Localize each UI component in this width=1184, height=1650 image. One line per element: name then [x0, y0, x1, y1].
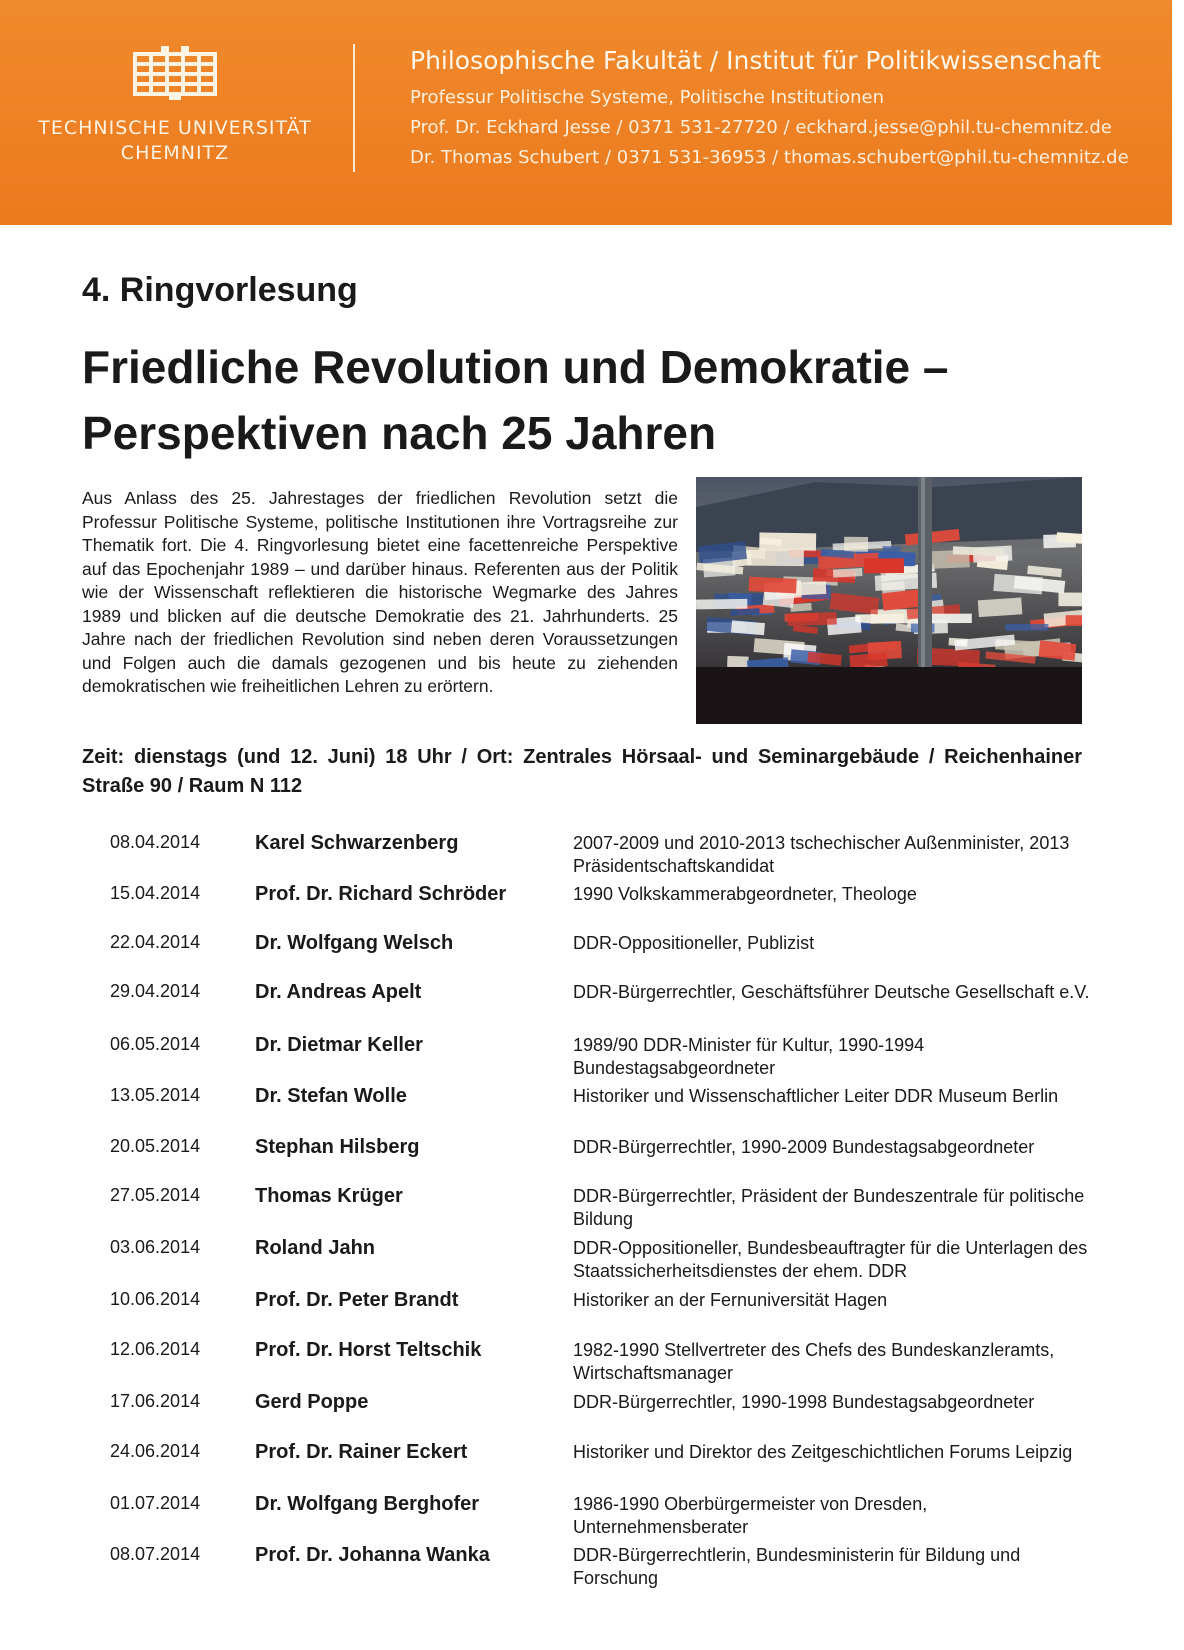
page-title [82, 334, 1082, 466]
schedule-date: 15.04.2014 [110, 883, 201, 903]
faculty-name: Philosophische Fakultät / Institut für Politikwissenschaft [410, 46, 1101, 75]
schedule-date: 08.04.2014 [110, 832, 201, 852]
schedule-speaker: Gerd Poppe [255, 1391, 369, 1413]
title-line-1: Friedliche Revolution und Demokratie – [82, 341, 949, 393]
schedule-speaker: Dr. Stefan Wolle [255, 1085, 407, 1107]
schedule-date: 27.05.2014 [110, 1185, 201, 1205]
professorship-name: Professur Politische Systeme, Politische Institutionen [410, 87, 885, 108]
schedule-date: 06.05.2014 [110, 1034, 201, 1054]
schedule-speaker: Prof. Dr. Peter Brandt [255, 1289, 459, 1311]
schedule-speaker: Thomas Krüger [255, 1185, 403, 1207]
schedule-date: 12.06.2014 [110, 1339, 201, 1359]
schedule-role: 2007-2009 und 2010-2013 tschechischer Außenminister, 2013 Präsidentschaftskandidat [573, 833, 1070, 876]
header-divider [353, 44, 355, 172]
schedule-date: 20.05.2014 [110, 1136, 201, 1156]
schedule-role: 1982-1990 Stellvertreter des Chefs des Bundeskanzleramts, Wirtschaftsmanager [573, 1340, 1055, 1383]
schedule-date: 08.07.2014 [110, 1544, 201, 1564]
schedule-date: 29.04.2014 [110, 981, 201, 1001]
schedule-role: Historiker und Wissenschaftlicher Leiter DDR Museum Berlin [573, 1086, 1059, 1106]
tu-chemnitz-logo-icon [131, 44, 219, 102]
schedule-date: 03.06.2014 [110, 1237, 201, 1257]
schedule-date: 01.07.2014 [110, 1493, 201, 1513]
header-banner [0, 0, 1172, 225]
demonstration-photo [696, 477, 1082, 724]
schedule-role: DDR-Oppositioneller, Publizist [573, 933, 815, 953]
schedule-role: DDR-Bürgerrechtlerin, Bundesministerin für Bildung und Forschung [573, 1545, 1021, 1588]
intro-paragraph: Aus Anlass des 25. Jahrestages der friedlichen Revolution setzt die Professur Politische Systeme, politische Institutionen ihre Vortragsreihe zur Thematik fort. Die 4. Ringvorlesung bietet eine facettenreiche Perspektive auf das Epochenjahr 1989 – und darüber hinaus. Referenten aus der Politik wie der Wissenschaft reflektieren die historische Wegmarke des Jahres 1989 und blicken auf die deutsche Demokratie des 21. Jahrhunderts. 25 Jahre nach der friedlichen Revolution sind neben deren Voraussetzungen und Folgen auch die damals gezogenen und bis heute zu ziehenden demokratischen wie freiheitlichen Lehren zu erörtern. [82, 488, 678, 696]
schedule-speaker: Roland Jahn [255, 1237, 376, 1259]
schedule-role: DDR-Bürgerrechtler, Präsident der Bundeszentrale für politische Bildung [573, 1186, 1085, 1229]
schedule-role: DDR-Bürgerrechtler, 1990-2009 Bundestagsabgeordneter [573, 1137, 1035, 1157]
schedule-speaker: Dr. Wolfgang Welsch [255, 932, 454, 954]
university-logo [30, 44, 320, 166]
lecture-series-label: 4. Ringvorlesung [82, 271, 358, 309]
schedule-speaker: Prof. Dr. Horst Teltschik [255, 1339, 482, 1361]
schedule-role: Historiker und Direktor des Zeitgeschichtlichen Forums Leipzig [573, 1442, 1073, 1462]
schedule-speaker: Prof. Dr. Richard Schröder [255, 883, 507, 905]
schedule-role: Historiker an der Fernuniversität Hagen [573, 1290, 888, 1310]
schedule-speaker: Dr. Dietmar Keller [255, 1034, 423, 1056]
schedule-role: DDR-Bürgerrechtler, 1990-1998 Bundestagsabgeordneter [573, 1392, 1035, 1412]
schedule-speaker: Dr. Wolfgang Berghofer [255, 1493, 480, 1515]
university-name-line1: TECHNISCHE UNIVERSITÄT [38, 117, 312, 139]
schedule-date: 17.06.2014 [110, 1391, 201, 1411]
schedule-date: 22.04.2014 [110, 932, 201, 952]
faculty-block [410, 46, 1170, 173]
schedule-speaker: Prof. Dr. Johanna Wanka [255, 1544, 490, 1566]
title-line-2: Perspektiven nach 25 Jahren [82, 407, 717, 459]
contact-schubert: Dr. Thomas Schubert / 0371 531-36953 / thomas.schubert@phil.tu-chemnitz.de [410, 147, 1129, 168]
schedule-speaker: Dr. Andreas Apelt [255, 981, 422, 1003]
schedule-role: 1989/90 DDR-Minister für Kultur, 1990-1994 Bundestagsabgeordneter [573, 1035, 925, 1078]
schedule-date: 10.06.2014 [110, 1289, 201, 1309]
schedule-role: DDR-Oppositioneller, Bundesbeauftragter für die Unterlagen des Staatssicherheitsdienstes der ehem. DDR [573, 1238, 1088, 1281]
contact-jesse: Prof. Dr. Eckhard Jesse / 0371 531-27720 / eckhard.jesse@phil.tu-chemnitz.de [410, 117, 1112, 138]
university-name-line2: CHEMNITZ [120, 142, 230, 164]
schedule-role: 1990 Volkskammerabgeordneter, Theologe [573, 884, 917, 904]
schedule-role: DDR-Bürgerrechtler, Geschäftsführer Deutsche Gesellschaft e.V. [573, 982, 1090, 1002]
schedule-date: 13.05.2014 [110, 1085, 201, 1105]
schedule-speaker: Karel Schwarzenberg [255, 832, 459, 854]
venue-info: Zeit: dienstags (und 12. Juni) 18 Uhr / Ort: Zentrales Hörsaal- und Seminargebäude / Reichenhainer Straße 90 / Raum N 112 [82, 746, 1082, 797]
schedule-speaker: Prof. Dr. Rainer Eckert [255, 1441, 468, 1463]
schedule-date: 24.06.2014 [110, 1441, 201, 1461]
schedule-role: 1986-1990 Oberbürgermeister von Dresden, Unternehmensberater [573, 1494, 928, 1537]
schedule-speaker: Stephan Hilsberg [255, 1136, 420, 1158]
